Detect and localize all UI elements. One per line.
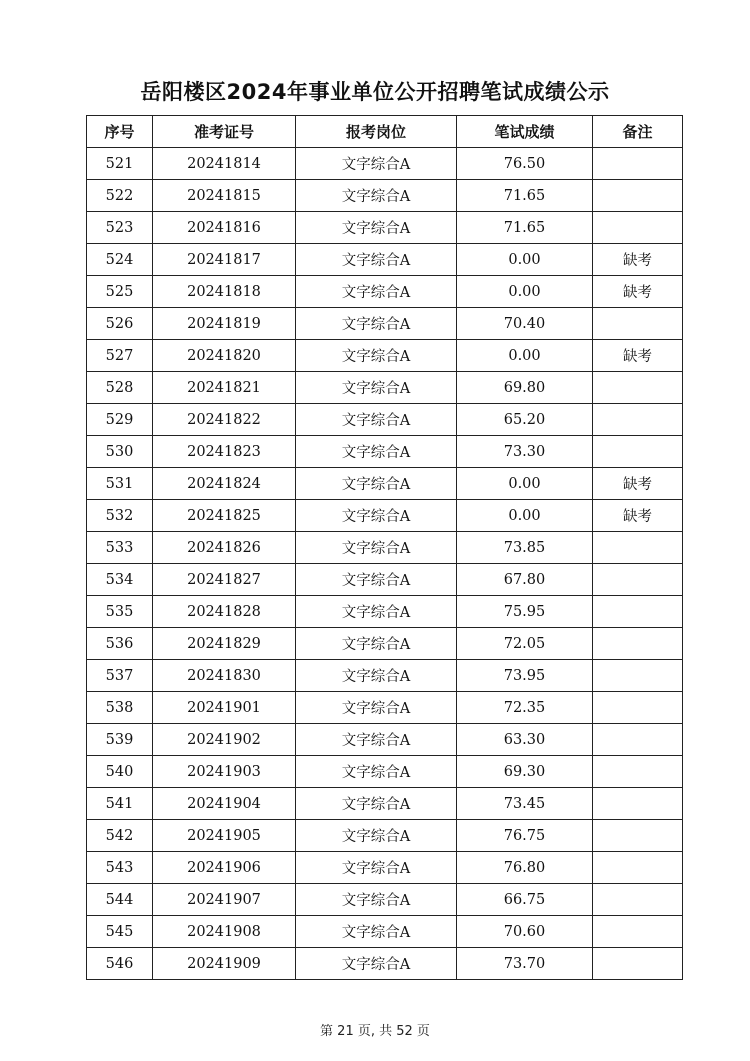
cell-serial: 543	[87, 852, 153, 884]
cell-score: 73.45	[457, 788, 593, 820]
cell-score: 66.75	[457, 884, 593, 916]
cell-remark	[593, 724, 683, 756]
cell-position: 文字综合A	[296, 436, 457, 468]
cell-position: 文字综合A	[296, 244, 457, 276]
table-row	[87, 660, 683, 692]
cell-serial: 523	[87, 212, 153, 244]
cell-serial: 535	[87, 596, 153, 628]
cell-remark	[593, 692, 683, 724]
table-row	[87, 692, 683, 724]
cell-score: 69.30	[457, 756, 593, 788]
cell-remark	[593, 372, 683, 404]
cell-serial: 536	[87, 628, 153, 660]
cell-ticket-number: 20241901	[153, 692, 296, 724]
cell-serial: 526	[87, 308, 153, 340]
cell-serial: 538	[87, 692, 153, 724]
cell-position: 文字综合A	[296, 948, 457, 980]
cell-score: 71.65	[457, 212, 593, 244]
cell-position: 文字综合A	[296, 724, 457, 756]
cell-remark	[593, 404, 683, 436]
table-row	[87, 884, 683, 916]
cell-score: 72.35	[457, 692, 593, 724]
cell-serial: 532	[87, 500, 153, 532]
cell-ticket-number: 20241906	[153, 852, 296, 884]
cell-remark	[593, 948, 683, 980]
cell-remark	[593, 884, 683, 916]
cell-remark	[593, 788, 683, 820]
cell-ticket-number: 20241904	[153, 788, 296, 820]
table-row	[87, 756, 683, 788]
table-row	[87, 308, 683, 340]
cell-remark	[593, 628, 683, 660]
cell-serial: 540	[87, 756, 153, 788]
cell-remark	[593, 756, 683, 788]
table-row	[87, 244, 683, 276]
table-header-row	[87, 116, 683, 148]
header-position: 报考岗位	[296, 116, 457, 148]
cell-ticket-number: 20241907	[153, 884, 296, 916]
cell-score: 69.80	[457, 372, 593, 404]
cell-ticket-number: 20241821	[153, 372, 296, 404]
cell-score: 63.30	[457, 724, 593, 756]
cell-score: 76.75	[457, 820, 593, 852]
cell-serial: 546	[87, 948, 153, 980]
cell-remark	[593, 308, 683, 340]
cell-ticket-number: 20241825	[153, 500, 296, 532]
table-row	[87, 436, 683, 468]
cell-score: 73.70	[457, 948, 593, 980]
cell-ticket-number: 20241830	[153, 660, 296, 692]
cell-remark	[593, 916, 683, 948]
cell-position: 文字综合A	[296, 372, 457, 404]
cell-serial: 545	[87, 916, 153, 948]
cell-serial: 544	[87, 884, 153, 916]
table-row	[87, 532, 683, 564]
cell-ticket-number: 20241905	[153, 820, 296, 852]
score-table	[86, 115, 683, 980]
table-row	[87, 948, 683, 980]
cell-position: 文字综合A	[296, 212, 457, 244]
cell-position: 文字综合A	[296, 404, 457, 436]
table-row	[87, 340, 683, 372]
cell-position: 文字综合A	[296, 308, 457, 340]
table-row	[87, 212, 683, 244]
table-row	[87, 564, 683, 596]
cell-remark	[593, 532, 683, 564]
cell-position: 文字综合A	[296, 532, 457, 564]
page-title: 岳阳楼区2024年事业单位公开招聘笔试成绩公示	[140, 80, 610, 104]
cell-remark: 缺考	[593, 276, 683, 308]
cell-remark	[593, 148, 683, 180]
table-row	[87, 500, 683, 532]
table-row	[87, 852, 683, 884]
cell-serial: 542	[87, 820, 153, 852]
cell-serial: 531	[87, 468, 153, 500]
cell-position: 文字综合A	[296, 820, 457, 852]
cell-position: 文字综合A	[296, 468, 457, 500]
header-serial: 序号	[87, 116, 153, 148]
cell-score: 70.60	[457, 916, 593, 948]
cell-ticket-number: 20241826	[153, 532, 296, 564]
table-row	[87, 180, 683, 212]
cell-serial: 533	[87, 532, 153, 564]
table-row	[87, 724, 683, 756]
header-score: 笔试成绩	[457, 116, 593, 148]
cell-remark	[593, 820, 683, 852]
cell-serial: 530	[87, 436, 153, 468]
cell-remark	[593, 212, 683, 244]
table-row	[87, 276, 683, 308]
cell-remark	[593, 436, 683, 468]
cell-position: 文字综合A	[296, 692, 457, 724]
cell-position: 文字综合A	[296, 596, 457, 628]
cell-ticket-number: 20241903	[153, 756, 296, 788]
cell-score: 70.40	[457, 308, 593, 340]
cell-serial: 537	[87, 660, 153, 692]
cell-serial: 529	[87, 404, 153, 436]
cell-position: 文字综合A	[296, 884, 457, 916]
cell-position: 文字综合A	[296, 756, 457, 788]
cell-serial: 524	[87, 244, 153, 276]
cell-score: 0.00	[457, 500, 593, 532]
table-row	[87, 148, 683, 180]
cell-remark: 缺考	[593, 500, 683, 532]
cell-score: 76.80	[457, 852, 593, 884]
cell-ticket-number: 20241829	[153, 628, 296, 660]
cell-position: 文字综合A	[296, 180, 457, 212]
cell-score: 0.00	[457, 468, 593, 500]
cell-position: 文字综合A	[296, 564, 457, 596]
cell-position: 文字综合A	[296, 788, 457, 820]
cell-remark	[593, 852, 683, 884]
header-remark: 备注	[593, 116, 683, 148]
table-row	[87, 372, 683, 404]
cell-ticket-number: 20241824	[153, 468, 296, 500]
cell-ticket-number: 20241908	[153, 916, 296, 948]
cell-score: 0.00	[457, 244, 593, 276]
cell-score: 72.05	[457, 628, 593, 660]
cell-score: 76.50	[457, 148, 593, 180]
cell-score: 75.95	[457, 596, 593, 628]
cell-position: 文字综合A	[296, 660, 457, 692]
cell-remark: 缺考	[593, 468, 683, 500]
table-body	[87, 148, 683, 980]
cell-score: 73.85	[457, 532, 593, 564]
table-row	[87, 916, 683, 948]
cell-ticket-number: 20241814	[153, 148, 296, 180]
cell-ticket-number: 20241817	[153, 244, 296, 276]
cell-ticket-number: 20241909	[153, 948, 296, 980]
cell-position: 文字综合A	[296, 852, 457, 884]
cell-position: 文字综合A	[296, 148, 457, 180]
table-row	[87, 468, 683, 500]
cell-score: 0.00	[457, 340, 593, 372]
cell-serial: 522	[87, 180, 153, 212]
cell-serial: 521	[87, 148, 153, 180]
cell-position: 文字综合A	[296, 916, 457, 948]
cell-ticket-number: 20241815	[153, 180, 296, 212]
cell-score: 73.95	[457, 660, 593, 692]
table-row	[87, 628, 683, 660]
cell-serial: 534	[87, 564, 153, 596]
cell-ticket-number: 20241820	[153, 340, 296, 372]
cell-remark: 缺考	[593, 340, 683, 372]
header-ticket-number: 准考证号	[153, 116, 296, 148]
cell-position: 文字综合A	[296, 276, 457, 308]
cell-ticket-number: 20241822	[153, 404, 296, 436]
table-row	[87, 820, 683, 852]
cell-position: 文字综合A	[296, 500, 457, 532]
cell-position: 文字综合A	[296, 340, 457, 372]
cell-position: 文字综合A	[296, 628, 457, 660]
cell-remark: 缺考	[593, 244, 683, 276]
cell-ticket-number: 20241827	[153, 564, 296, 596]
cell-ticket-number: 20241828	[153, 596, 296, 628]
cell-score: 0.00	[457, 276, 593, 308]
cell-remark	[593, 564, 683, 596]
cell-remark	[593, 596, 683, 628]
cell-remark	[593, 180, 683, 212]
cell-ticket-number: 20241819	[153, 308, 296, 340]
cell-score: 67.80	[457, 564, 593, 596]
cell-ticket-number: 20241902	[153, 724, 296, 756]
table-row	[87, 404, 683, 436]
cell-score: 65.20	[457, 404, 593, 436]
table-row	[87, 596, 683, 628]
cell-ticket-number: 20241816	[153, 212, 296, 244]
table-row	[87, 788, 683, 820]
cell-serial: 541	[87, 788, 153, 820]
cell-ticket-number: 20241823	[153, 436, 296, 468]
cell-score: 73.30	[457, 436, 593, 468]
cell-serial: 527	[87, 340, 153, 372]
page-footer: 第 21 页, 共 52 页	[320, 1024, 430, 1039]
cell-serial: 539	[87, 724, 153, 756]
cell-remark	[593, 660, 683, 692]
cell-ticket-number: 20241818	[153, 276, 296, 308]
cell-serial: 525	[87, 276, 153, 308]
cell-score: 71.65	[457, 180, 593, 212]
cell-serial: 528	[87, 372, 153, 404]
